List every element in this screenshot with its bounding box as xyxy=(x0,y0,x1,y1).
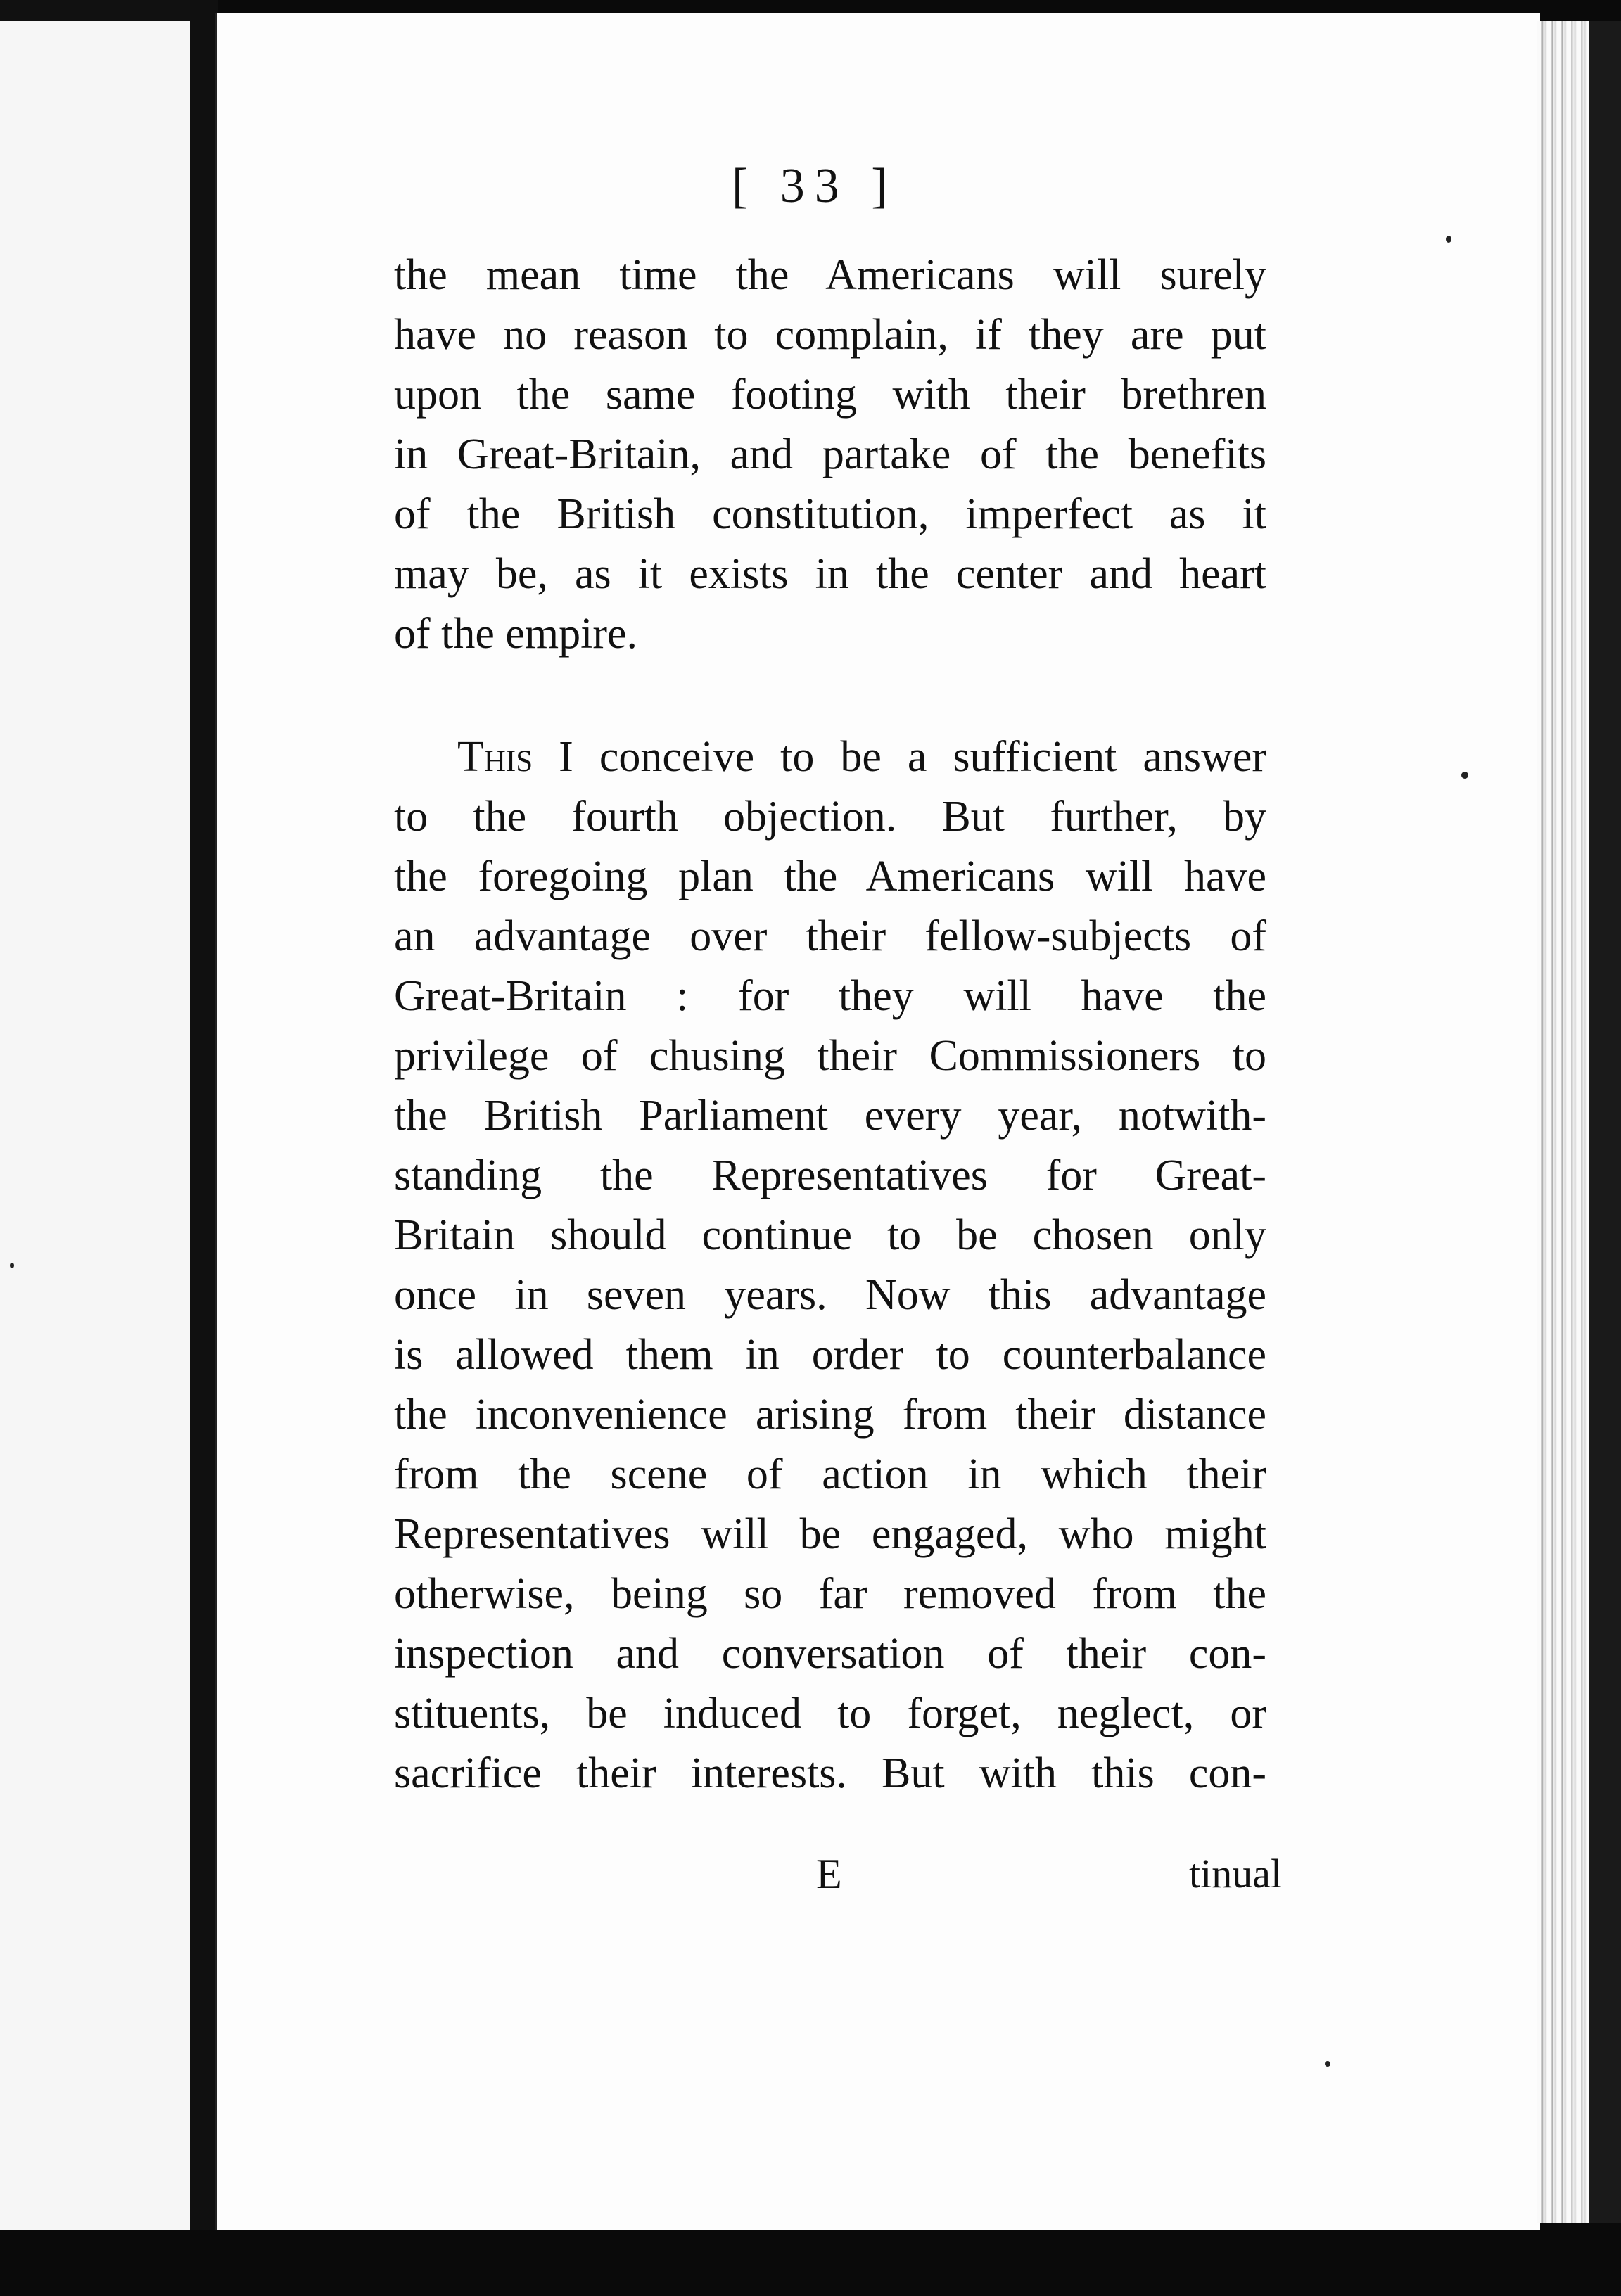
text-line: the mean time the Americans will surely xyxy=(394,251,1266,299)
ink-speck xyxy=(1446,236,1451,243)
text-line: inspection and conversation of their con- xyxy=(394,1630,1266,1678)
text-line: the foregoing plan the Americans will have xyxy=(394,853,1266,900)
catchword: tinual xyxy=(1189,1851,1283,1896)
scan-border-right xyxy=(1589,21,1621,2223)
text-line: an advantage over their fellow-subjects of xyxy=(394,912,1266,960)
scan-border-bottom xyxy=(0,2230,1621,2296)
signature-mark: E xyxy=(816,1851,842,1897)
text-line: privilege of chusing their Commissioners to xyxy=(394,1032,1266,1080)
text-line: from the scene of action in which their xyxy=(394,1450,1266,1498)
text-line: to the fourth objection. But further, by xyxy=(394,793,1266,841)
text-line: Representatives will be engaged, who might xyxy=(394,1510,1266,1558)
page-number: [ 33 ] xyxy=(732,159,898,213)
text-line: may be, as it exists in the center and heart xyxy=(394,550,1266,598)
text-line: once in seven years. Now this advantage xyxy=(394,1271,1266,1319)
text-line: Britain should continue to be chosen only xyxy=(394,1211,1266,1259)
text-line-lead xyxy=(394,735,1266,779)
text-line: have no reason to complain, if they are put xyxy=(394,311,1266,359)
text-line: in Great-Britain, and partake of the benefits xyxy=(394,431,1266,478)
ink-speck xyxy=(10,1263,14,1268)
text-line: standing the Representatives for Great- xyxy=(394,1152,1266,1199)
lead-word: This xyxy=(457,733,533,781)
text-line: the inconvenience arising from their distance xyxy=(394,1391,1266,1439)
text-line: sacrifice their interests. But with this con- xyxy=(394,1749,1266,1797)
book-gutter xyxy=(190,0,218,2296)
text-line: is allowed them in order to counterbalance xyxy=(394,1331,1266,1379)
text-line: otherwise, being so far removed from the xyxy=(394,1570,1266,1618)
text-line: the British Parliament every year, notwith- xyxy=(394,1092,1266,1140)
text-line: upon the same footing with their brethren xyxy=(394,371,1266,419)
text-line: stituents, be induced to forget, neglect, or xyxy=(394,1690,1266,1737)
ink-speck xyxy=(1461,772,1468,779)
text-line: Great-Britain : for they will have the xyxy=(394,972,1266,1020)
text-fragment: I conceive to be a sufficient answer xyxy=(533,733,1266,781)
text-line: of the empire. xyxy=(394,610,638,658)
facing-page-edge xyxy=(0,0,204,2296)
text-line: of the British constitution, imperfect as it xyxy=(394,490,1266,538)
ink-speck xyxy=(1325,2061,1330,2067)
scan-border-top xyxy=(0,0,211,21)
